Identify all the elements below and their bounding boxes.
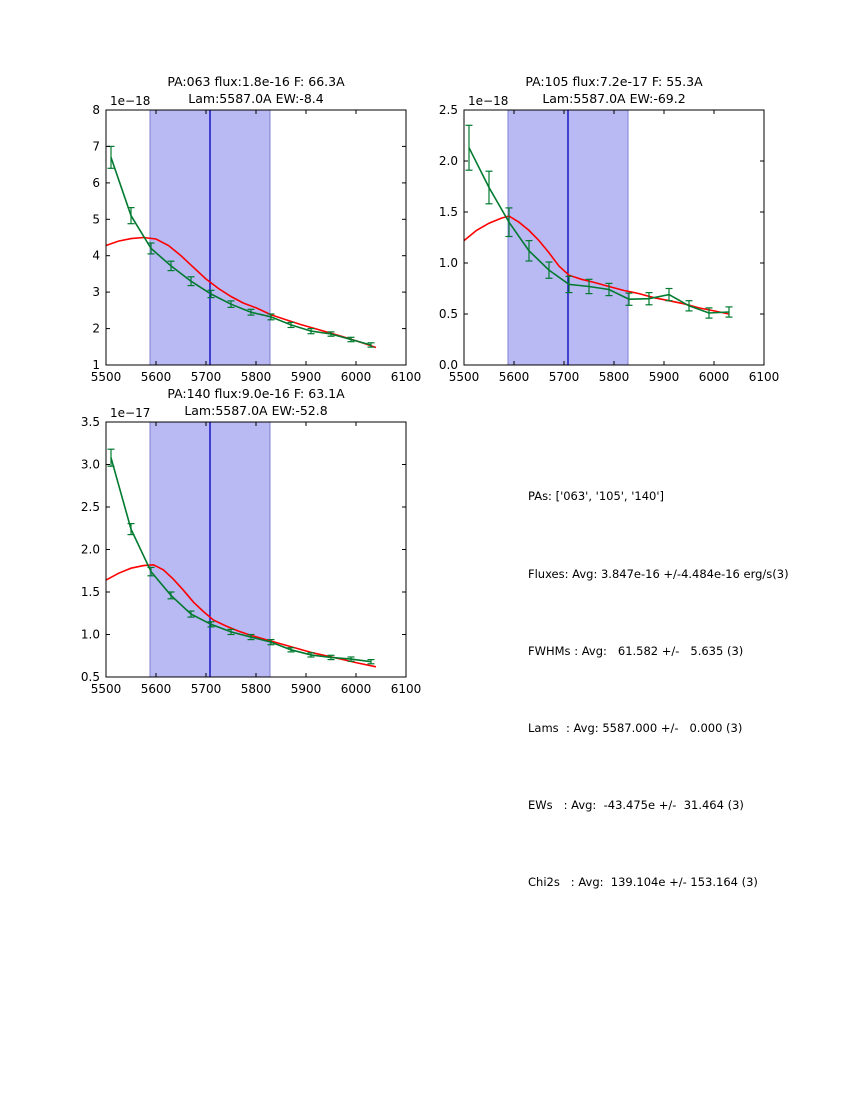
y-tick-label: 5: [92, 212, 100, 227]
y-tick-label: 3.0: [80, 457, 100, 472]
y-tick-label: 4: [92, 248, 100, 263]
y-tick-label: 2.5: [438, 103, 458, 117]
y-tick-label: 2: [92, 321, 100, 336]
plot-title-line1: PA:105 flux:7.2e-17 F: 55.3A: [525, 74, 703, 89]
y-axis-offset-label: 1e−18: [110, 94, 151, 108]
x-tick-label: 5700: [548, 370, 580, 384]
stats-line-ews: EWs : Avg: -43.475e +/- 31.464 (3): [528, 797, 744, 812]
error-bar: [466, 125, 473, 170]
y-tick-label: 7: [92, 139, 100, 154]
stats-line-fluxes: Fluxes: Avg: 3.847e-16 +/-4.484e-16 erg/s(3): [528, 566, 789, 581]
x-tick-label: 5900: [648, 370, 680, 384]
y-tick-label: 2.0: [80, 542, 100, 557]
x-tick-label: 6000: [698, 370, 730, 384]
y-axis-offset-label: 1e−17: [110, 406, 151, 420]
summary-stats: [528, 433, 789, 947]
stats-line-fwhms: FWHMs : Avg: 61.582 +/- 5.635 (3): [528, 643, 744, 658]
y-tick-label: 2.5: [80, 500, 100, 514]
y-tick-label: 1.0: [438, 256, 458, 270]
y-tick-label: 0.0: [438, 358, 458, 372]
x-tick-label: 6100: [748, 370, 780, 384]
x-tick-label: 5500: [90, 370, 122, 384]
y-tick-label: 1: [92, 358, 100, 372]
plot-title-line1: PA:063 flux:1.8e-16 F: 66.3A: [167, 74, 345, 89]
x-tick-label: 5500: [90, 682, 122, 696]
spectrum-plot-pa105: [404, 50, 784, 395]
x-tick-label: 5600: [140, 682, 172, 696]
spectrum-plot-pa063: [46, 50, 426, 395]
stats-line-lams: Lams : Avg: 5587.000 +/- 0.000 (3): [528, 720, 743, 735]
x-tick-label: 6000: [340, 682, 372, 696]
y-tick-label: 1.0: [80, 627, 100, 642]
plot-svg: [46, 362, 426, 707]
x-tick-label: 6000: [340, 370, 372, 384]
y-axis-offset-label: 1e−18: [468, 94, 509, 108]
x-tick-label: 5500: [448, 370, 480, 384]
spectrum-plot-pa140: [46, 362, 426, 707]
plot-title-line2: Lam:5587.0A EW:-52.8: [184, 403, 328, 418]
plot-title-line1: PA:140 flux:9.0e-16 F: 63.1A: [167, 386, 345, 401]
y-tick-label: 6: [92, 175, 100, 190]
x-tick-label: 5800: [240, 682, 272, 696]
x-tick-label: 5700: [190, 682, 222, 696]
y-tick-label: 3.5: [80, 415, 100, 429]
x-tick-label: 6100: [390, 682, 422, 696]
stats-line-pas: PAs: ['063', '105', '140']: [528, 489, 665, 504]
x-tick-label: 5600: [140, 370, 172, 384]
x-tick-label: 5800: [240, 370, 272, 384]
plot-svg: [404, 50, 784, 395]
plot-title-line2: Lam:5587.0A EW:-69.2: [542, 91, 686, 106]
plot-svg: [46, 50, 426, 395]
y-tick-label: 0.5: [438, 307, 458, 321]
y-tick-label: 2.0: [438, 154, 458, 168]
x-tick-label: 5600: [498, 370, 530, 384]
stats-line-chi2s: Chi2s : Avg: 139.104e +/- 153.164 (3): [528, 874, 758, 889]
y-tick-label: 0.5: [80, 670, 100, 684]
plot-title-line2: Lam:5587.0A EW:-8.4: [188, 91, 324, 106]
y-tick-label: 1.5: [80, 585, 100, 599]
x-tick-label: 5900: [290, 370, 322, 384]
x-tick-label: 5900: [290, 682, 322, 696]
x-tick-label: 6100: [390, 370, 422, 384]
y-tick-label: 8: [92, 103, 100, 117]
error-bar: [486, 171, 493, 204]
y-tick-label: 3: [92, 285, 100, 300]
x-tick-label: 5700: [190, 370, 222, 384]
x-tick-label: 5800: [598, 370, 630, 384]
y-tick-label: 1.5: [438, 205, 458, 219]
